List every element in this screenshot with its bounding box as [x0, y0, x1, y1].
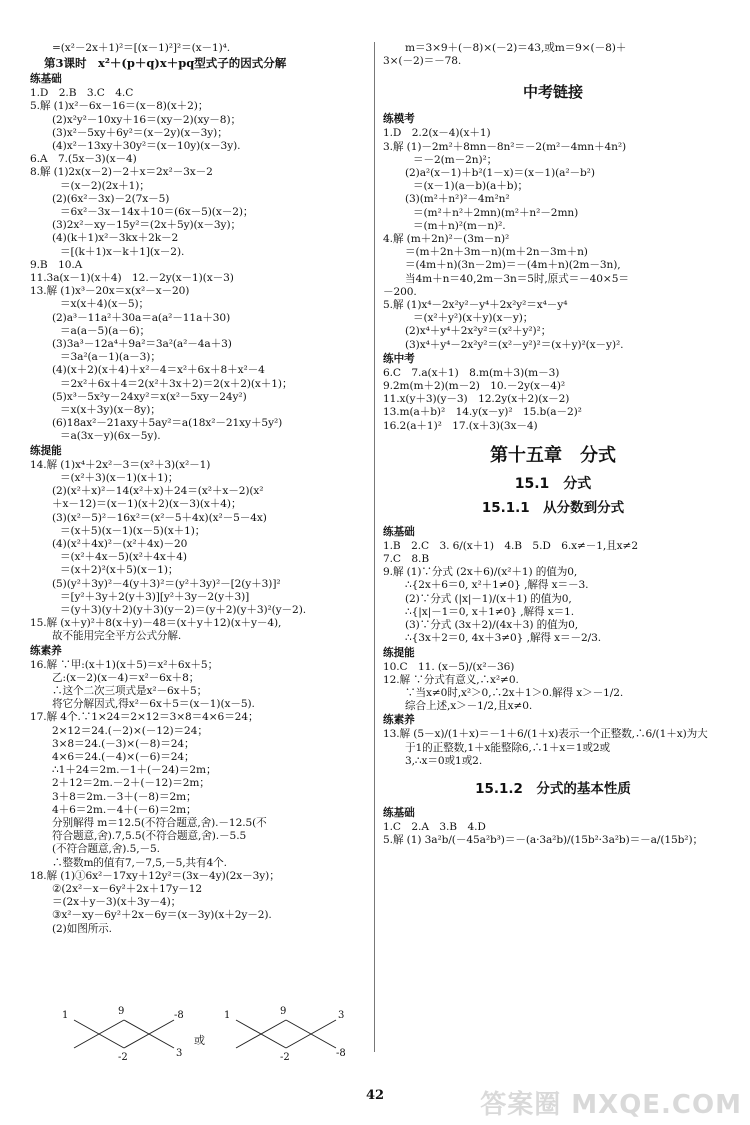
- answer-line: (6)18ax²－21axy＋5ay²＝a(18x²－21xy＋5y²): [52, 417, 283, 430]
- answer-line: ＝(4m＋n)(3n－2m)＝－(4m＋n)(2m－3n),: [405, 259, 621, 272]
- diagram-or-label: 或: [194, 1034, 205, 1047]
- answer-line: ＝[(k＋1)x－k＋1](x－2).: [60, 245, 185, 258]
- answer-line: m＝3×9＋(－8)×(－2)＝43,或m＝9×(－8)＋: [405, 42, 627, 54]
- answer-line: 11.x(y＋3)(y－3) 12.2y(x＋2)(x－2): [383, 393, 570, 406]
- answer-line: (4)x²－13xy＋30y²＝(x－10y)(x－3y).: [52, 140, 241, 153]
- diagram-b-label: 1: [224, 1010, 231, 1021]
- answer-line: 4×6＝24.(－4)×(－6)＝24；: [52, 750, 195, 763]
- answer-line: 2×12＝24.(－2)×(－12)＝24；: [52, 724, 208, 737]
- ability-label: 练提能: [383, 646, 415, 659]
- answer-line: (3)(x²－5)²－16x²＝(x²－5＋4x)(x²－5－4x): [52, 511, 267, 524]
- basic-label: 练基础: [30, 73, 62, 86]
- answer-line: 15.解 (x＋y)²＋8(x＋y)－48＝(x＋y＋12)(x＋y－4),: [30, 617, 282, 630]
- answer-line: 13.解 (1)x³－20x＝x(x²－x－20): [30, 285, 190, 298]
- answer-line: ＝6x²－3x－14x＋10＝(6x－5)(x－2)；: [60, 206, 254, 219]
- answer-line: (2)(6x²－3x)－2(7x－5): [52, 192, 170, 205]
- answer-line: ②(2x²－x－6y²＋2x＋17y－12: [52, 882, 203, 895]
- answer-line: ＝(m＋n)²(m－n)².: [413, 219, 506, 232]
- answer-line: ＋x－12)＝(x－1)(x＋2)(x－3)(x＋4)；: [52, 498, 242, 511]
- ability-answers: [383, 661, 723, 714]
- answer-line: 17.解 4个.∵1×24＝2×12＝3×8＝4×6＝24；: [30, 711, 259, 724]
- diagram-a-label: 3: [176, 1048, 183, 1059]
- answer-line: 11.3a(x－1)(x＋4) 12.－2y(x－1)(x－3): [30, 272, 234, 285]
- answer-line: ＝[y²＋3y＋2(y＋3)][y²＋3y－2(y＋3)]: [60, 590, 250, 603]
- answer-line: 13.解 (5－x)/(1＋x)＝－1＋6/(1＋x)表示一个正整数,∴6/(1＋x)为大: [383, 728, 708, 741]
- left-column: [30, 42, 368, 936]
- answer-line: (3)∵分式 (3x＋2)/(4x＋3) 的值为0,: [405, 619, 579, 632]
- left-top-line: =(x²－2x＋1)²＝[(x－1)²]²＝(x－1)⁴.: [52, 42, 231, 54]
- answer-line: ＝(x²＋3)(x－1)(x＋1)；: [60, 471, 179, 484]
- answer-line: 18.解 (1)①6x²－17xy＋12y²＝(3x－4y)(2x－3y)；: [30, 869, 280, 882]
- answer-line: (2)如图所示.: [52, 922, 112, 935]
- diagram-b-label: 3: [338, 1010, 345, 1021]
- answer-line: 16.2(a＋1)² 17.(x＋3)(3x－4): [383, 419, 538, 432]
- answer-line: (3)(m²＋n²)²－4m²n²: [405, 193, 510, 206]
- answer-line: (2)a³－11a²＋30a＝a(a²－11a＋30): [52, 311, 231, 324]
- basic-label: 练基础: [383, 525, 415, 538]
- answer-line: 1.B 2.C 3. 6/(x＋1) 4.B 5.D 6.x≠－1,且x≠2: [383, 539, 638, 552]
- section-title: 15.1 分式: [514, 475, 592, 492]
- diagram-b-label: -8: [336, 1048, 346, 1059]
- answer-line: (不符合题意,舍).5,－5.: [52, 843, 160, 856]
- answer-line: ∴整数m的值有7,－7,5,－5,共有4个.: [52, 856, 227, 869]
- answer-line: ＝a(3x－y)(6x－5y).: [60, 430, 161, 443]
- answer-line: ＝(m＋2n＋3m－n)(m＋2n－3m＋n): [405, 246, 588, 259]
- answer-line: 3×8＝24.(－3)×(－8)＝24；: [52, 737, 195, 750]
- answer-line: 12.解 ∵分式有意义,∴x²≠0.: [383, 673, 519, 686]
- answer-line: 3＋8＝2m.－3＋(－8)＝2m；: [52, 790, 197, 803]
- answer-line: (2)∵分式 (|x|－1)/(x＋1) 的值为0,: [405, 592, 572, 605]
- literacy-label: 练素养: [383, 714, 415, 727]
- answer-line: (4)(x²＋4x)²－(x²＋4x)－20: [52, 537, 188, 550]
- answer-line: ＝(x²＋4x－5)(x²＋4x＋4): [60, 551, 187, 564]
- diagram-a-label: 9: [118, 1006, 125, 1017]
- answer-line: 9.解 (1)∵分式 (2x＋6)/(x²＋1) 的值为0,: [383, 566, 578, 579]
- answer-line: －200.: [383, 285, 417, 298]
- answer-line: 综合上述,x＞－1/2,且x≠0.: [405, 700, 533, 713]
- answer-line: (3)2x²－xy－15y²＝(2x＋5y)(x－3y)；: [52, 219, 241, 232]
- lesson-title: 第3课时 x²＋(p＋q)x＋pq型式子的因式分解: [44, 56, 287, 71]
- answer-line: 13.m(a＋b)² 14.y(x－y)² 15.b(a－2)²: [383, 406, 582, 419]
- answer-line: ＝(x－1)(a－b)(a＋b)；: [413, 180, 528, 193]
- answer-line: (2)(x²＋x)²－14(x²＋x)＋24＝(x²＋x－2)(x²: [52, 485, 264, 498]
- answer-line: ∴{3x＋2＝0, 4x＋3≠0} ,解得 x＝－2/3.: [405, 632, 601, 645]
- answer-line: 故不能用完全平方公式分解.: [52, 630, 182, 643]
- answer-line: (2)x²y²－10xy＋16＝(xy－2)(xy－8)；: [52, 113, 241, 126]
- answer-line: 符合题意,舍).7,5.5(不符合题意,舍).－5.5: [52, 830, 247, 843]
- answer-line: (5)(y²＋3y)²－4(y＋3)²＝(y²＋3y)²－[2(y＋3)]²: [52, 577, 281, 590]
- answer-line: ＝2x²＋6x＋4＝2(x²＋3x＋2)＝2(x＋2)(x＋1)；: [60, 377, 293, 390]
- answer-line: ∴{2x＋6＝0, x²＋1≠0} ,解得 x＝－3.: [405, 579, 589, 592]
- answer-line: 9.B 10.A: [30, 258, 83, 271]
- basic-answers: [383, 540, 723, 646]
- answer-line: ＝x(x＋4)(x－5)；: [60, 298, 150, 311]
- answer-line: 5.解 (1) 3a²b/(－45a²b³)＝－(a·3a²b)/(15b²·3a²b)＝－a/(15b²)；: [383, 834, 703, 847]
- subsection-title: 15.1.1 从分数到分式: [481, 499, 625, 516]
- answer-line: ＝(x²＋y²)(x＋y)(x－y)；: [413, 312, 534, 325]
- subsection-title-2: 15.1.2 分式的基本性质: [475, 780, 631, 797]
- basic-answers-2: [383, 821, 723, 847]
- cross-lines: [60, 1008, 360, 1070]
- answer-line: 1.C 2.A 3.B 4.D: [383, 820, 486, 833]
- answer-line: 分别解得 m＝12.5(不符合题意,舍).－12.5(不: [52, 816, 267, 829]
- answer-line: 14.解 (1)x⁴＋2x²－3＝(x²＋3)(x²－1): [30, 458, 211, 471]
- literacy-answers: [383, 728, 723, 768]
- answer-line: ∴这个二次三项式是x²－6x＋5；: [52, 684, 208, 697]
- answer-line: ＝(x＋2)²(x＋5)(x－1)；: [60, 564, 179, 577]
- answer-line: 乙:(x－2)(x－4)＝x²－6x＋8；: [52, 671, 200, 684]
- answer-line: (2)a²(x－1)＋b²(1－x)＝(x－1)(a²－b²): [405, 167, 595, 180]
- right-column: [383, 42, 723, 847]
- answer-line: ∴{|x|－1＝0, x＋1≠0} ,解得 x＝1.: [405, 605, 575, 618]
- answer-line: 10.C 11. (x－5)/(x²－36): [383, 660, 515, 673]
- answer-line: ＝3a²(a－1)(a－3)；: [60, 351, 161, 364]
- answer-line: 1.D 2.2(x－4)(x＋1): [383, 127, 491, 140]
- basic-label-2: 练基础: [383, 806, 415, 819]
- answer-line: (4)(x＋2)(x＋4)＋x²－4＝x²＋6x＋8＋x²－4: [52, 364, 265, 377]
- answer-line: 将它分解因式,得x²－6x＋5＝(x－1)(x－5).: [52, 698, 255, 711]
- answer-line: 16.解 ∵甲:(x＋1)(x＋5)＝x²＋6x＋5；: [30, 658, 219, 671]
- literacy-label: 练素养: [30, 644, 62, 657]
- answer-line: (2)x⁴＋y⁴＋2x²y²＝(x²＋y²)²；: [405, 325, 552, 338]
- answer-line: ＝(2x＋y－3)(x＋3y－4)；: [52, 896, 182, 909]
- watermark-logo: 答案圈 MXQE.COM: [480, 1090, 742, 1120]
- answer-line: (3)x⁴＋y⁴－2x²y²＝(x²－y²)²＝(x＋y)²(x－y)².: [405, 338, 624, 351]
- column-divider: [374, 42, 375, 1052]
- ability-label: 练提能: [30, 444, 62, 457]
- literacy-answers: [30, 659, 368, 936]
- answer-line: 5.解 (1)x⁴－2x²y²－y⁴＋2x²y²＝x⁴－y⁴: [383, 299, 568, 312]
- answer-line: 4.解 (m＋2n)²－(3m－n)²: [383, 233, 510, 246]
- answer-line: 6.C 7.a(x＋1) 8.m(m＋3)(m－3): [383, 366, 560, 379]
- answer-line: (3)x²－5xy＋6y²＝(x－2y)(x－3y)；: [52, 126, 228, 139]
- diagram-a-label: -2: [118, 1052, 128, 1063]
- zhongkao-label: 练中考: [383, 352, 415, 365]
- zhongkao-answers: [383, 367, 723, 433]
- answer-line: 8.解 (1)2x(x－2)－2＋x＝2x²－3x－2: [30, 166, 213, 179]
- cross-multiplication-diagram: [60, 1008, 360, 1070]
- answer-line: ∵当x≠0时,x²＞0,∴2x＋1＞0.解得 x＞－1/2.: [405, 686, 624, 699]
- answer-line: ＝x(x＋3y)(x－8y)；: [60, 404, 161, 417]
- answer-line: ③x²－xy－6y²＋2x－6y＝(x－3y)(x＋2y－2).: [52, 909, 272, 922]
- answer-line: 3.解 (1)－2m²＋8mn－8n²＝－2(m²－4mn＋4n²): [383, 140, 626, 153]
- answer-line: ∴1＋24＝2m.－1＋(－24)＝2m；: [52, 764, 217, 777]
- answer-line: (4)(k＋1)x²－3kx＋2k－2: [52, 232, 179, 245]
- answer-line: (3)3a³－12a⁴＋9a²＝3a²(a²－4a＋3): [52, 338, 232, 351]
- answer-line: 9.2m(m＋2)(m－2) 10.－2y(x－4)²: [383, 380, 566, 393]
- answer-line: 2＋12＝2m.－2＋(－12)＝2m；: [52, 777, 210, 790]
- diagram-a-label: -8: [174, 1010, 184, 1021]
- kao-link-title: 中考链接: [522, 83, 583, 102]
- chapter-title: 第十五章 分式: [490, 444, 616, 466]
- answer-line: 于1的正整数,1＋x能整除6,∴1＋x＝1或2或: [405, 741, 611, 754]
- answer-line: ＝a(a－5)(a－6)；: [60, 324, 151, 337]
- mock-label: 练模考: [383, 113, 415, 126]
- answer-line: ＝－2(m－2n)²；: [413, 153, 498, 166]
- answer-line: 6.A 7.(5x－3)(x－4): [30, 153, 137, 166]
- diagram-b-label: -2: [280, 1052, 290, 1063]
- answer-line: 3,∴x＝0或1或2.: [405, 754, 483, 767]
- diagram-b-label: 9: [280, 1006, 287, 1017]
- page-number: 42: [365, 1088, 385, 1103]
- answer-line: ＝(x＋5)(x－1)(x－5)(x＋1)；: [60, 524, 206, 537]
- answer-line: 7.C 8.B: [383, 553, 429, 566]
- answer-line: 1.D 2.B 3.C 4.C: [30, 87, 134, 100]
- answer-line: 4＋6＝2m.－4＋(－6)＝2m；: [52, 803, 197, 816]
- basic-answers: [30, 87, 368, 443]
- answer-line: (5)x³－5x²y－24xy²＝x(x²－5xy－24y²): [52, 390, 247, 403]
- answer-line: ＝(x－2)(2x＋1)；: [60, 179, 150, 192]
- answer-line: ＝(y＋3)(y＋2)(y＋3)(y－2)＝(y＋2)(y＋3)²(y－2).: [60, 603, 306, 616]
- answer-line: 5.解 (1)x²－6x－16＝(x－8)(x＋2)；: [30, 100, 209, 113]
- answer-line: 3×(－2)＝－78.: [383, 55, 462, 68]
- answer-line: 当4m＋n＝40,2m－3n＝5时,原式＝－40×5＝: [405, 272, 629, 285]
- answer-line: ＝(m²＋n²＋2mn)(m²＋n²－2mn): [413, 206, 579, 219]
- mock-answers: [383, 127, 723, 351]
- diagram-a-label: 1: [62, 1010, 69, 1021]
- ability-answers: [30, 459, 368, 644]
